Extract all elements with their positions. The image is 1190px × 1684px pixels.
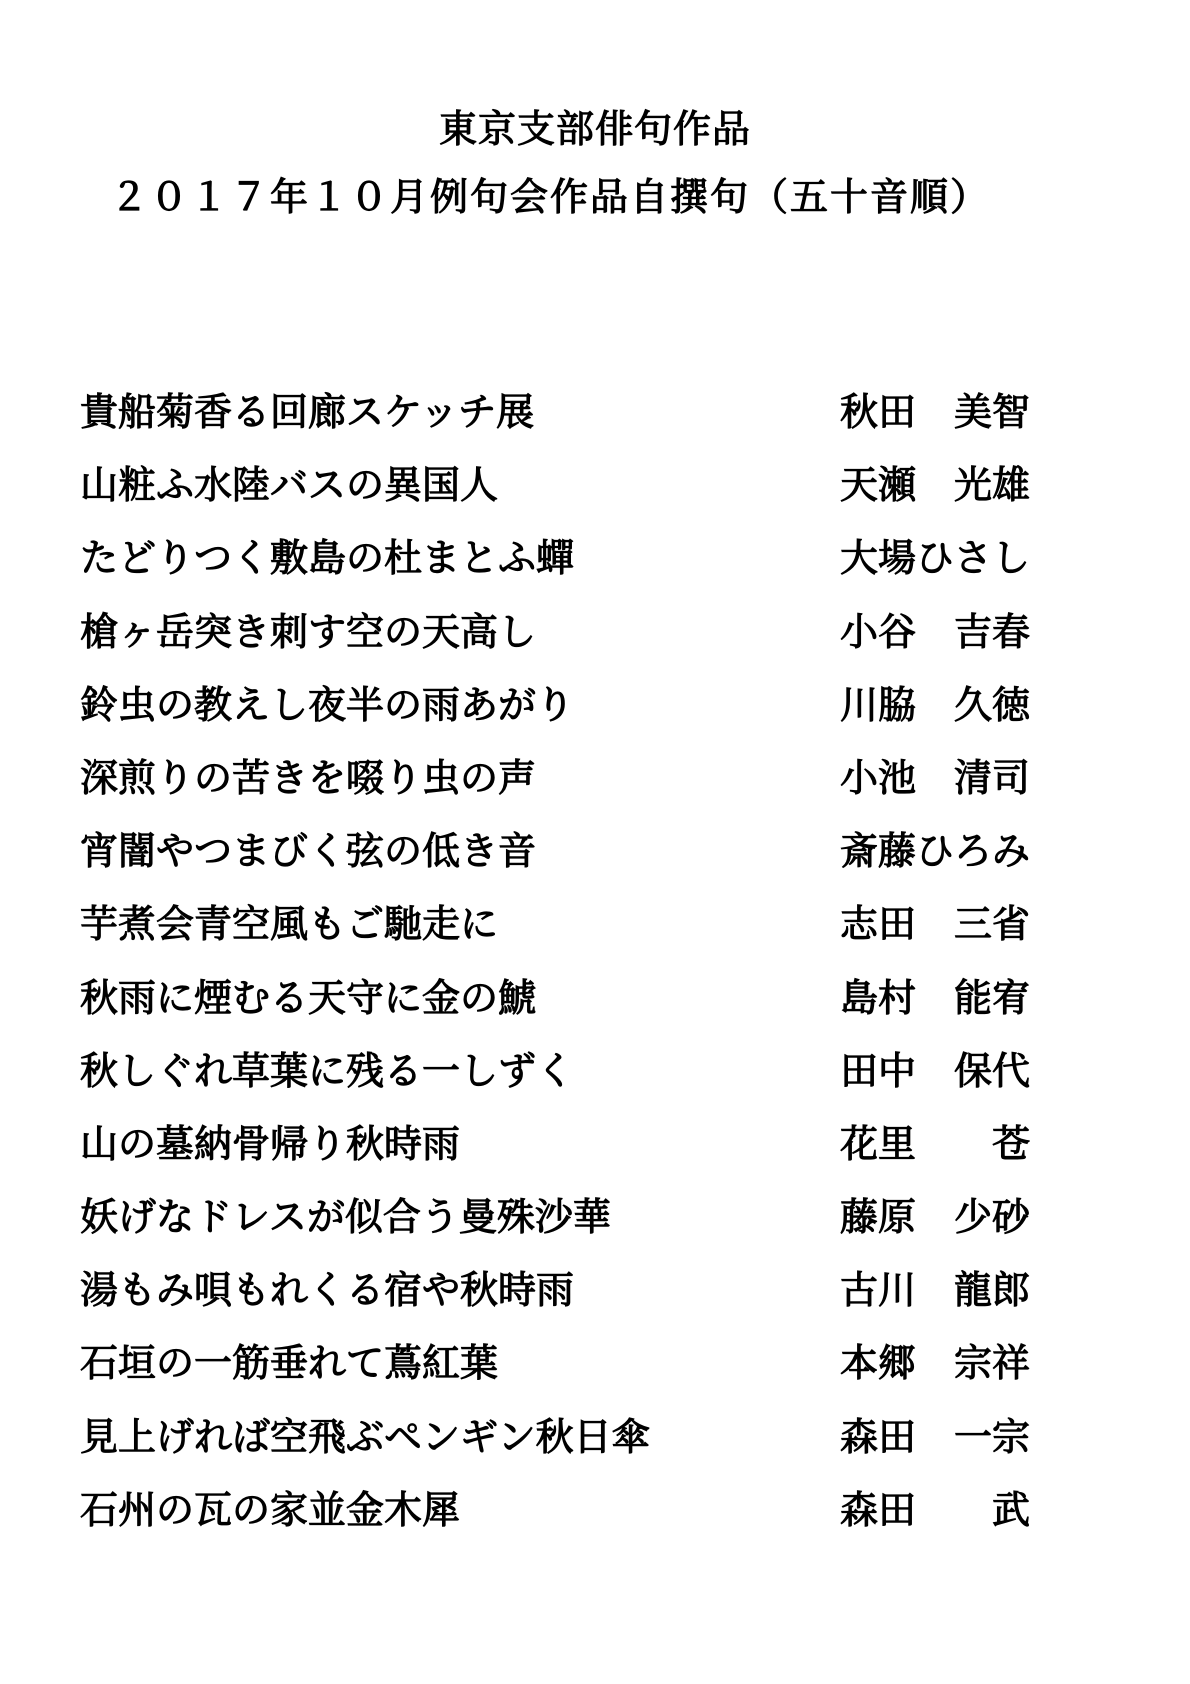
haiku-row: [80, 608, 1100, 681]
haiku-author: 島村 能宥: [840, 974, 1031, 1020]
haiku-row: [80, 974, 1100, 1047]
haiku-text: 山の墓納骨帰り秋時雨: [80, 1120, 461, 1166]
haiku-row: [80, 1047, 1100, 1120]
haiku-row: [80, 534, 1100, 607]
haiku-author: 森田 武: [840, 1486, 1031, 1532]
haiku-row: [80, 1120, 1100, 1193]
haiku-row: [80, 754, 1100, 827]
haiku-row: [80, 461, 1100, 534]
document-title: 東京支部俳句作品: [438, 106, 751, 151]
haiku-author: 斎藤ひろみ: [840, 828, 1031, 874]
haiku-author: 古川 龍郎: [840, 1267, 1031, 1313]
haiku-list: [80, 388, 1100, 1559]
haiku-author: 秋田 美智: [840, 389, 1031, 434]
haiku-text: 見上げれば空飛ぶペンギン秋日傘: [80, 1413, 650, 1459]
haiku-author: 藤原 少砂: [840, 1194, 1031, 1240]
haiku-author: 志田 三省: [840, 901, 1031, 947]
haiku-row: [80, 900, 1100, 973]
haiku-row: [80, 681, 1100, 754]
haiku-row: [80, 1486, 1100, 1559]
haiku-text: 山粧ふ水陸バスの異国人: [80, 462, 499, 508]
haiku-text: たどりつく敷島の杜まとふ蟬: [80, 535, 575, 581]
haiku-row: [80, 1413, 1100, 1486]
haiku-author: 花里 苍: [840, 1120, 1031, 1166]
haiku-text: 槍ヶ岳突き刺す空の天高し: [80, 608, 537, 654]
haiku-text: 秋雨に煙むる天守に金の鯱: [80, 974, 537, 1020]
haiku-text: 石州の瓦の家並金木犀: [80, 1486, 461, 1532]
haiku-author: 本郷 宗祥: [840, 1340, 1031, 1386]
haiku-author: 大場ひさし: [840, 535, 1031, 581]
haiku-text: 鈴虫の教えし夜半の雨あがり: [80, 681, 575, 727]
haiku-text: 宵闇やつまびく弦の低き音: [80, 828, 537, 874]
haiku-text: 妖げなドレスが似合う曼殊沙華: [80, 1194, 611, 1240]
haiku-text: 貴船菊香る回廊スケッチ展: [80, 389, 535, 434]
haiku-author: 森田 一宗: [840, 1413, 1031, 1459]
haiku-text: 石垣の一筋垂れて蔦紅葉: [80, 1340, 499, 1386]
haiku-row: [80, 1266, 1100, 1339]
haiku-row: [80, 827, 1100, 900]
haiku-author: 天瀬 光雄: [840, 462, 1031, 508]
haiku-row: [80, 1339, 1100, 1412]
haiku-text: 深煎りの苦きを啜り虫の声: [80, 754, 537, 800]
haiku-author: 田中 保代: [840, 1047, 1031, 1093]
document-subtitle: ２０１７年１０月例句会作品自撰句（五十音順）: [110, 174, 991, 219]
haiku-author: 川脇 久徳: [840, 681, 1031, 727]
haiku-text: 湯もみ唄もれくる宿や秋時雨: [80, 1267, 575, 1313]
haiku-text: 芋煮会青空風もご馳走に: [80, 901, 499, 947]
haiku-author: 小池 清司: [840, 754, 1031, 800]
haiku-row: [80, 388, 1100, 461]
haiku-row: [80, 1193, 1100, 1266]
haiku-text: 秋しぐれ草葉に残る一しずく: [80, 1047, 575, 1093]
haiku-author: 小谷 吉春: [840, 608, 1031, 654]
